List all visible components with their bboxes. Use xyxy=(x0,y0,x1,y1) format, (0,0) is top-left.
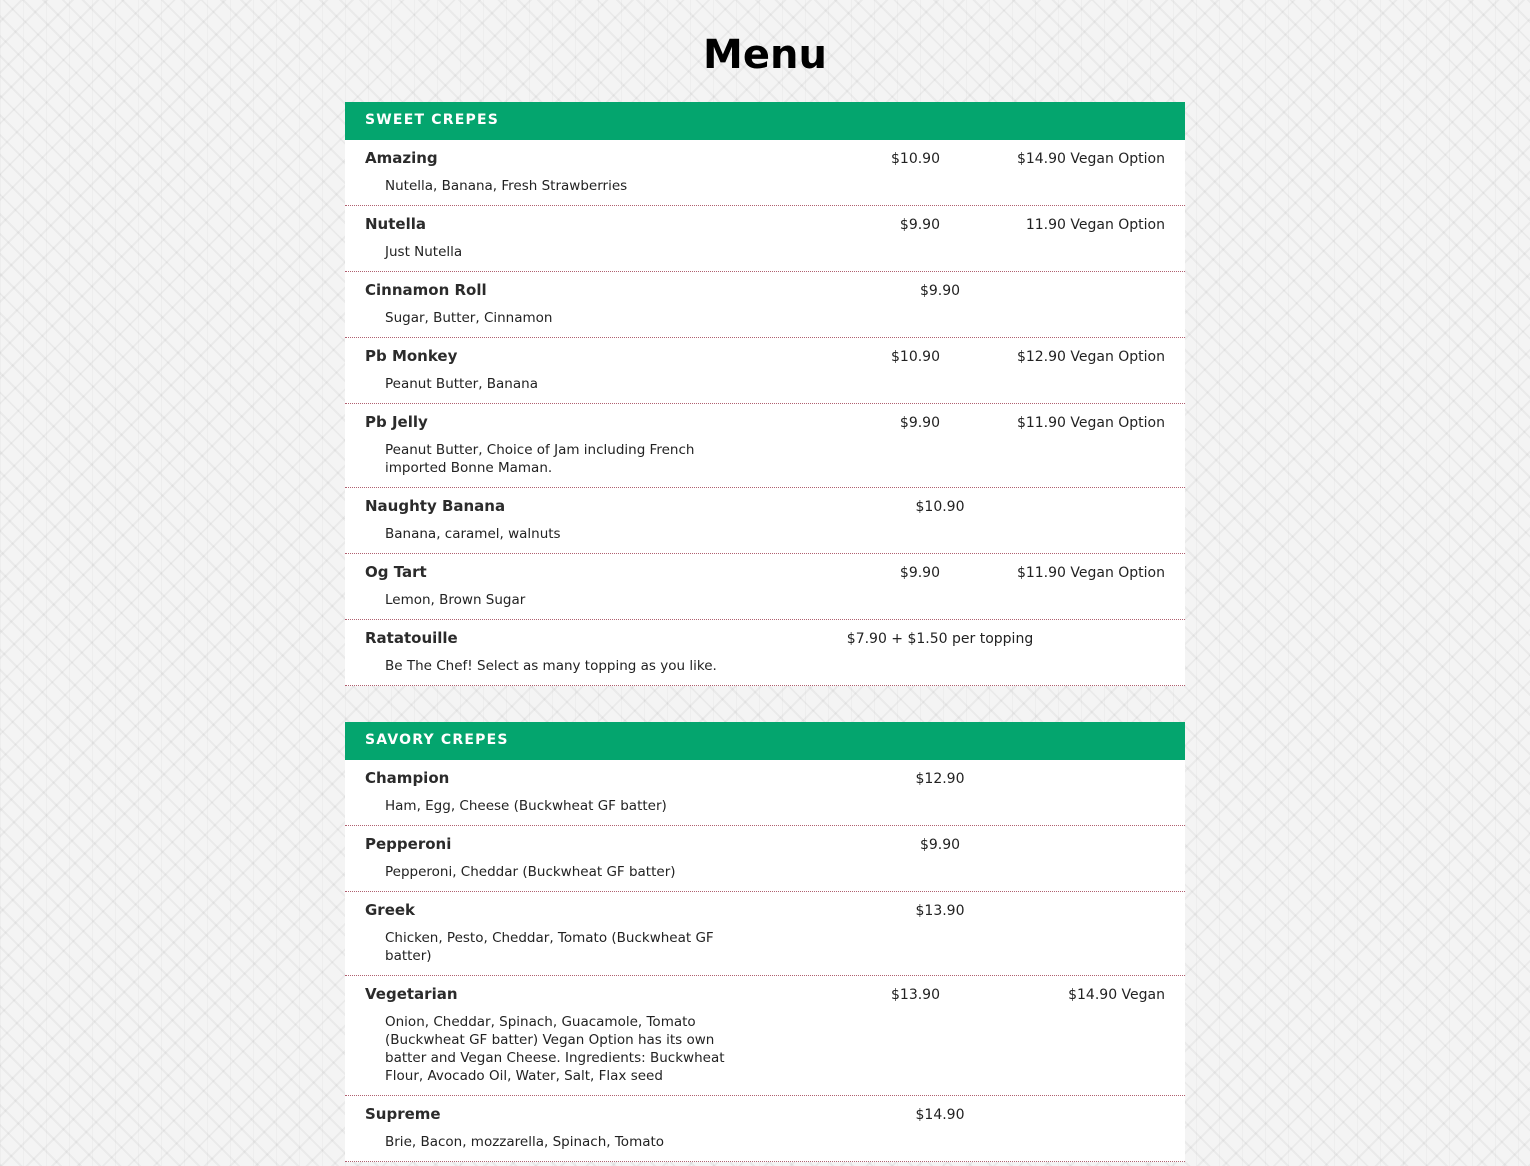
item-description: Brie, Bacon, mozzarella, Spinach, Tomato xyxy=(385,1134,665,1150)
menu-item xyxy=(345,206,1185,272)
item-description: Peanut Butter, Banana xyxy=(385,376,538,392)
item-price: $12.90 xyxy=(915,771,965,787)
item-description: Lemon, Brown Sugar xyxy=(385,592,526,608)
item-name: Nutella xyxy=(365,215,426,233)
item-name: Champion xyxy=(365,769,450,787)
item-name: Pb Jelly xyxy=(365,413,428,431)
item-name: Naughty Banana xyxy=(365,497,506,515)
menu-item xyxy=(345,892,1185,976)
section-header: SAVORY CREPES xyxy=(345,722,1185,760)
menu-item xyxy=(345,338,1185,404)
menu-item xyxy=(345,554,1185,620)
item-price: $9.90 xyxy=(899,565,940,581)
item-description: Pepperoni, Cheddar (Buckwheat GF batter) xyxy=(385,864,676,880)
menu xyxy=(345,102,1185,1162)
item-vegan-price: $11.90 Vegan Option xyxy=(1016,565,1165,581)
menu-item xyxy=(345,826,1185,892)
item-description: Peanut Butter, Choice of Jam including French imported Bonne Maman. xyxy=(385,442,695,476)
item-price: $10.90 xyxy=(891,151,940,167)
item-name: Vegetarian xyxy=(365,985,458,1003)
menu-item xyxy=(345,976,1185,1096)
menu-item xyxy=(345,1096,1185,1162)
item-name: Amazing xyxy=(365,149,438,167)
item-name: Supreme xyxy=(365,1105,441,1123)
item-name: Ratatouille xyxy=(365,629,458,647)
item-price: $10.90 xyxy=(915,499,965,515)
menu-item xyxy=(345,620,1185,686)
item-vegan-price: $12.90 Vegan Option xyxy=(1016,349,1165,365)
item-description: Nutella, Banana, Fresh Strawberries xyxy=(385,178,628,194)
item-name: Pepperoni xyxy=(365,835,452,853)
item-name: Og Tart xyxy=(365,563,427,581)
item-description: Ham, Egg, Cheese (Buckwheat GF batter) xyxy=(385,798,667,814)
menu-section xyxy=(345,102,1185,686)
item-description: Be The Chef! Select as many topping as you like. xyxy=(385,658,717,674)
item-price: $9.90 xyxy=(919,837,961,853)
item-price: $14.90 xyxy=(915,1107,965,1123)
item-description: Sugar, Butter, Cinnamon xyxy=(385,310,553,326)
item-description: Chicken, Pesto, Cheddar, Tomato (Buckwheat GF batter) xyxy=(385,930,714,964)
item-vegan-price: 11.90 Vegan Option xyxy=(1025,217,1165,233)
item-name: Cinnamon Roll xyxy=(365,281,487,299)
item-price: $7.90 + $1.50 per topping xyxy=(846,631,1034,647)
item-description: Onion, Cheddar, Spinach, Guacamole, Tomato (Buckwheat GF batter) Vegan Option has its own batter and Vegan Cheese. Ingredients: Buckwheat Flour, Avocado Oil, Water, Salt, Flax seed xyxy=(385,1014,725,1084)
section-header: SWEET CREPES xyxy=(345,102,1185,140)
menu-section xyxy=(345,722,1185,1162)
menu-item xyxy=(345,140,1185,206)
item-vegan-price: $11.90 Vegan Option xyxy=(1016,415,1165,431)
item-name: Greek xyxy=(365,901,416,919)
item-description: Banana, caramel, walnuts xyxy=(385,526,561,542)
item-price: $10.90 xyxy=(891,349,940,365)
menu-item xyxy=(345,760,1185,826)
item-price: $13.90 xyxy=(915,903,965,919)
item-price: $9.90 xyxy=(899,217,940,233)
item-description: Just Nutella xyxy=(385,244,463,260)
menu-item xyxy=(345,488,1185,554)
item-price: $13.90 xyxy=(891,987,940,1003)
item-price: $9.90 xyxy=(899,415,940,431)
item-vegan-price: $14.90 Vegan xyxy=(1068,987,1165,1003)
item-price: $9.90 xyxy=(919,283,961,299)
item-vegan-price: $14.90 Vegan Option xyxy=(1016,151,1165,167)
menu-item xyxy=(345,404,1185,488)
page-title: Menu xyxy=(703,32,827,78)
menu-item xyxy=(345,272,1185,338)
item-name: Pb Monkey xyxy=(365,347,458,365)
